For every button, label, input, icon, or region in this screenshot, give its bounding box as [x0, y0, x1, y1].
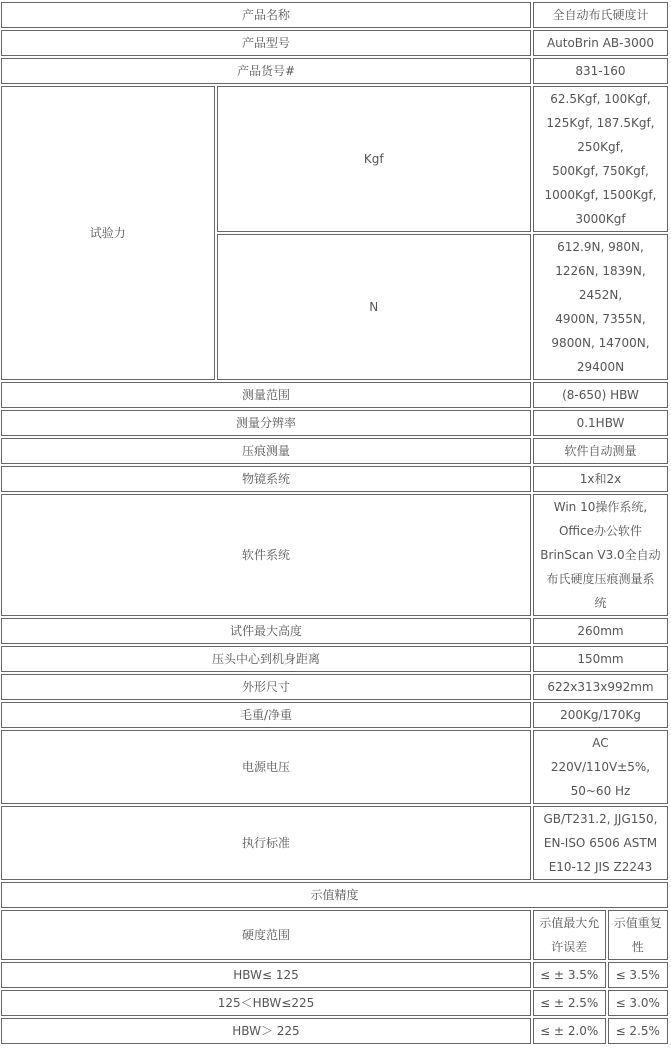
accuracy-max-error: ≤ ± 3.5%	[533, 962, 606, 988]
row-dimensions	[1, 674, 668, 700]
measure-range-label: 测量范围	[1, 382, 531, 408]
weight-value: 200Kg/170Kg	[533, 702, 668, 728]
max-height-label: 试件最大高度	[1, 618, 531, 644]
n-line: 612.9N, 980N,	[557, 240, 644, 254]
table-row	[1, 1018, 668, 1044]
accuracy-range: HBW≤ 125	[1, 962, 531, 988]
indent-measure-label: 压痕测量	[1, 438, 531, 464]
software-value	[533, 494, 668, 616]
header-hardness-range: 硬度范围	[1, 910, 531, 960]
table-row	[1, 990, 668, 1016]
kgf-line: 125Kgf, 187.5Kgf,	[546, 116, 655, 130]
model-label: 产品型号	[1, 30, 531, 56]
software-label: 软件系统	[1, 494, 531, 616]
software-line: Office办公软件	[558, 524, 642, 538]
power-label: 电源电压	[1, 730, 531, 804]
objective-value: 1x和2x	[533, 466, 668, 492]
header-max-error: 示值最大允许误差	[533, 910, 606, 960]
software-line: Win 10操作系统,	[553, 500, 648, 514]
row-accuracy-header	[1, 910, 668, 960]
software-line: 布氏硬度压痕测量系	[546, 572, 655, 586]
accuracy-range: HBW＞ 225	[1, 1018, 531, 1044]
standard-label: 执行标准	[1, 806, 531, 880]
resolution-label: 测量分辨率	[1, 410, 531, 436]
software-line: 统	[594, 596, 607, 610]
kgf-unit-label: Kgf	[217, 86, 531, 232]
indent-measure-value: 软件自动测量	[533, 438, 668, 464]
product-name-label: 产品名称	[1, 2, 531, 28]
accuracy-max-error: ≤ ± 2.0%	[533, 1018, 606, 1044]
dimensions-label: 外形尺寸	[1, 674, 531, 700]
test-force-label: 试验力	[1, 86, 215, 380]
measure-range-value: (8-650) HBW	[533, 382, 668, 408]
n-unit-label: N	[217, 234, 531, 380]
row-software	[1, 494, 668, 616]
dimensions-value: 622x313x992mm	[533, 674, 668, 700]
n-line: 29400N	[576, 360, 625, 374]
n-line: 4900N, 7355N,	[555, 312, 646, 326]
product-name-value: 全自动布氏硬度计	[533, 2, 668, 28]
accuracy-max-error: ≤ ± 2.5%	[533, 990, 606, 1016]
kgf-line: 1000Kgf, 1500Kgf,	[544, 188, 657, 202]
weight-label: 毛重/净重	[1, 702, 531, 728]
accuracy-repeatability: ≤ 2.5%	[608, 1018, 669, 1044]
table-row	[1, 962, 668, 988]
standard-line: GB/T231.2, JJG150,	[543, 812, 658, 826]
resolution-value: 0.1HBW	[533, 410, 668, 436]
kgf-values	[533, 86, 668, 232]
model-value: AutoBrin AB-3000	[533, 30, 668, 56]
header-repeatability: 示值重复性	[608, 910, 669, 960]
kgf-line: 500Kgf, 750Kgf,	[552, 164, 649, 178]
row-measure-range	[1, 382, 668, 408]
n-line: 9800N, 14700N,	[551, 336, 650, 350]
row-power	[1, 730, 668, 804]
n-values	[533, 234, 668, 380]
row-item-number	[1, 58, 668, 84]
accuracy-repeatability: ≤ 3.0%	[608, 990, 669, 1016]
kgf-line: 250Kgf,	[577, 140, 624, 154]
standard-line: E10-12 JIS Z2243	[548, 860, 653, 874]
row-product-name	[1, 2, 668, 28]
throat-value: 150mm	[533, 646, 668, 672]
row-test-force-kgf	[1, 86, 668, 232]
kgf-line: 62.5Kgf, 100Kgf,	[550, 92, 651, 106]
row-standard	[1, 806, 668, 880]
software-line: BrinScan V3.0全自动	[540, 548, 661, 562]
power-line: 50~60 Hz	[570, 784, 631, 798]
power-value	[533, 730, 668, 804]
n-line: 2452N,	[578, 288, 623, 302]
objective-label: 物镜系统	[1, 466, 531, 492]
row-max-height	[1, 618, 668, 644]
n-line: 1226N, 1839N,	[555, 264, 646, 278]
power-line: AC	[592, 736, 609, 750]
power-line: 220V/110V±5%,	[550, 760, 651, 774]
throat-label: 压头中心到机身距离	[1, 646, 531, 672]
row-weight	[1, 702, 668, 728]
row-objective	[1, 466, 668, 492]
accuracy-repeatability: ≤ 3.5%	[608, 962, 669, 988]
max-height-value: 260mm	[533, 618, 668, 644]
kgf-line: 3000Kgf	[575, 212, 626, 226]
item-number-value: 831-160	[533, 58, 668, 84]
row-accuracy-title	[1, 882, 668, 908]
standard-value	[533, 806, 668, 880]
row-throat	[1, 646, 668, 672]
accuracy-range: 125＜HBW≤225	[1, 990, 531, 1016]
accuracy-title: 示值精度	[1, 882, 668, 908]
standard-line: EN-ISO 6506 ASTM	[543, 836, 658, 850]
row-resolution	[1, 410, 668, 436]
item-number-label: 产品货号#	[1, 58, 531, 84]
row-model	[1, 30, 668, 56]
row-indent-measure	[1, 438, 668, 464]
